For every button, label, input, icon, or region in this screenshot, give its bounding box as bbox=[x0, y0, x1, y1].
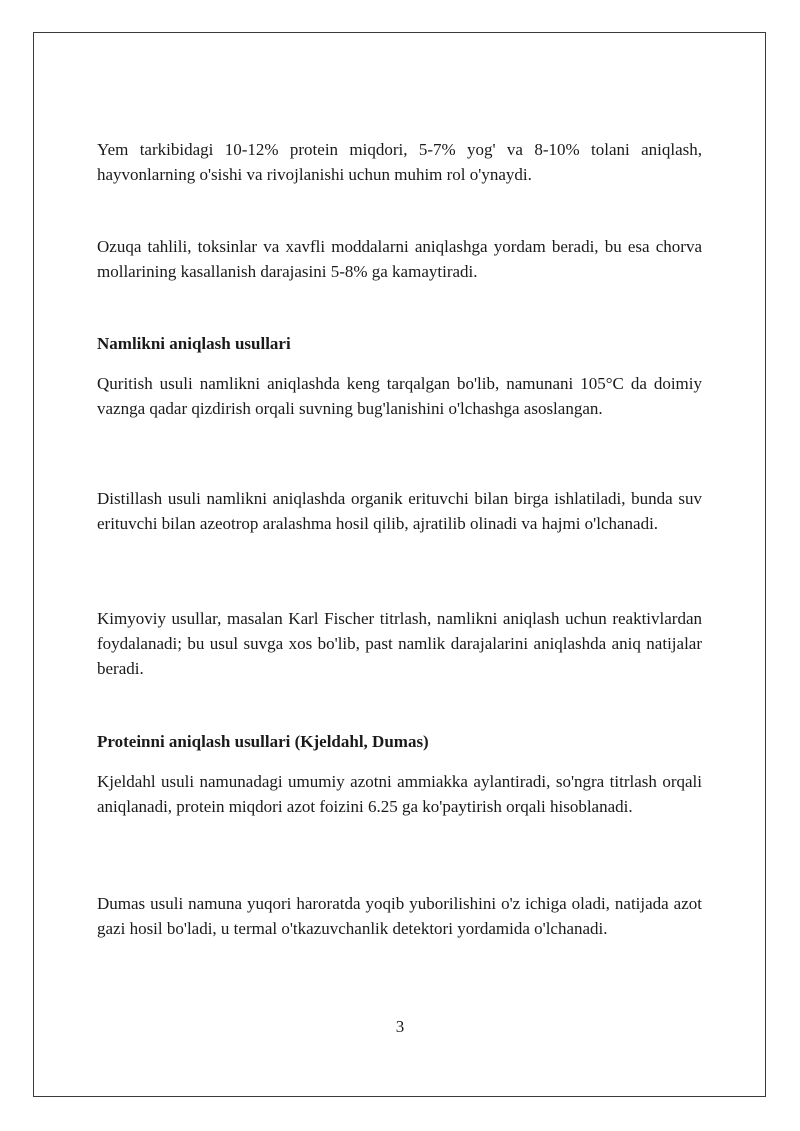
paragraph-chemical-methods: Kimyoviy usullar, masalan Karl Fischer titrlash, namlikni aniqlash uchun reaktivlardan foydalanadi; bu usul suvga xos bo'lib, past namlik darajalarini aniqlashda aniq natijalar beradi. bbox=[97, 609, 702, 678]
page-number: 3 bbox=[395, 1017, 405, 1036]
paragraph-feed-analysis: Ozuqa tahlili, toksinlar va xavfli moddalarni aniqlashga yordam beradi, bu esa chorva mollarining kasallanish darajasini 5-8% ga kamaytiradi. bbox=[97, 237, 702, 281]
paragraph-nutrient-content: Yem tarkibidagi 10-12% protein miqdori, 5-7% yog' va 8-10% tolani aniqlash, hayvonlarning o'sishi va rivojlanishi uchun muhim rol o'ynaydi. bbox=[97, 140, 702, 184]
heading-protein-methods: Proteinni aniqlash usullari (Kjeldahl, Dumas) bbox=[97, 732, 429, 751]
paragraph-distillation-method: Distillash usuli namlikni aniqlashda organik erituvchi bilan birga ishlatiladi, bunda suv erituvchi bilan azeotrop aralashma hosil qilib, ajratilib olinadi va hajmi o'lchanadi. bbox=[97, 489, 702, 533]
paragraph-drying-method: Quritish usuli namlikni aniqlashda keng tarqalgan bo'lib, namunani 105°C da doimiy vaznga qadar qizdirish orqali suvning bug'lanishini o'lchashga asoslangan. bbox=[97, 374, 702, 418]
paragraph-kjeldahl-method: Kjeldahl usuli namunadagi umumiy azotni ammiakka aylantiradi, so'ngra titrlash orqali aniqlanadi, protein miqdori azot foizini 6.25 ga ko'paytirish orqali hisoblanadi. bbox=[97, 772, 702, 816]
heading-moisture-methods: Namlikni aniqlash usullari bbox=[97, 334, 291, 353]
paragraph-dumas-method: Dumas usuli namuna yuqori haroratda yoqib yuborilishini o'z ichiga oladi, natijada azot gazi hosil bo'ladi, u termal o'tkazuvchanlik detektori yordamida o'lchanadi. bbox=[97, 894, 702, 938]
